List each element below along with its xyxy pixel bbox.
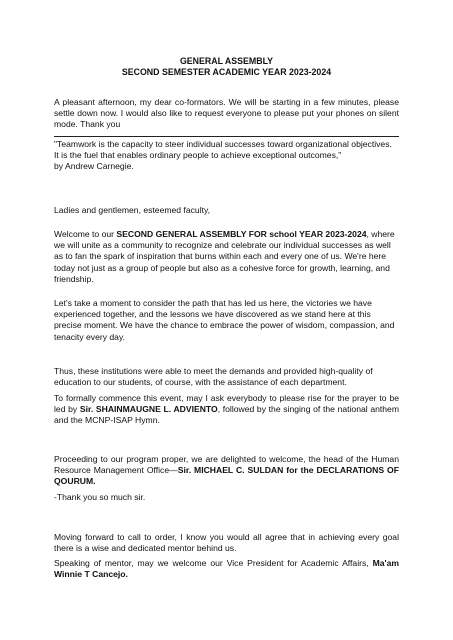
vpaa-name: Ma'am Winnie T Cancejo. [54,558,399,580]
quote-text: "Teamwork is the capacity to steer individual successes toward organizational objectives. It is the fuel that enables ordinary people to achieve exceptional outcomes," [54,139,392,161]
welcome-lead: Welcome to our [54,229,117,239]
thanks-paragraph: -Thank you so much sir. [54,492,146,502]
hrmo-head-name: Sir. MICHAEL C. SULDAN for the DECLARATIONS OF QOURUM. [54,465,399,487]
event-name: SECOND GENERAL ASSEMBLY FOR school YEAR 2023-2024 [116,229,367,239]
welcome-paragraph [54,229,399,285]
quote-author: by Andrew Carnegie. [54,161,134,172]
reflection-paragraph: Let's take a moment to consider the path that has led us here, the victories we have experienced together, and the lessons we have discovered as we stand here at this precise moment. We have the chance to embrace the power of wisdom, compassion, and tenacity every day. [54,298,395,342]
welcome-rest: , where we will unite as a community to recognize and celebrate our individual successes as well as to fan the spark of inspiration that burns within each and every one of us. We're here today not just as a group of people but also as a cohesive force for growth, learning, and friendship. [54,229,395,284]
institutions-paragraph: Thus, these institutions were able to meet the demands and provided high-quality of education to our students, of course, with the assistance of each department. [54,366,373,388]
quote-paragraph [54,139,399,173]
section-divider [54,136,399,137]
prayer-lead: To formally commence this event, may I ask everybody to please rise for the prayer to be led by [54,393,399,415]
prayer-leader-name: Sir. SHAINMAUGNE L. ADVIENTO [79,404,218,415]
prayer-rest: , followed by the singing of the national anthem and the MCNP-ISAP Hymn. [54,404,399,426]
prayer-paragraph [54,393,399,427]
program-paragraph [54,454,399,488]
intro-paragraph: A pleasant afternoon, my dear co-formators. We will be starting in a few minutes, please settle down now. I would also like to request everyone to please put your phones on silent mode. Thank you [54,97,399,130]
call-to-order-paragraph: Moving forward to call to order, I know you would all agree that in achieving every goal there is a wise and dedicated mentor behind us. [54,532,399,554]
mentor-lead: Speaking of mentor, may we welcome our Vice President for Academic Affairs, [54,558,373,568]
document-subtitle: SECOND SEMESTER ACADEMIC YEAR 2023-2024 [121,67,332,77]
greeting-paragraph: Ladies and gentlemen, esteemed faculty, [54,205,211,215]
document-title: GENERAL ASSEMBLY [179,56,274,66]
program-lead: Proceeding to our program proper, we are delighted to welcome, the head of the Human Resource Management Office— [54,454,399,476]
mentor-paragraph [54,558,399,580]
